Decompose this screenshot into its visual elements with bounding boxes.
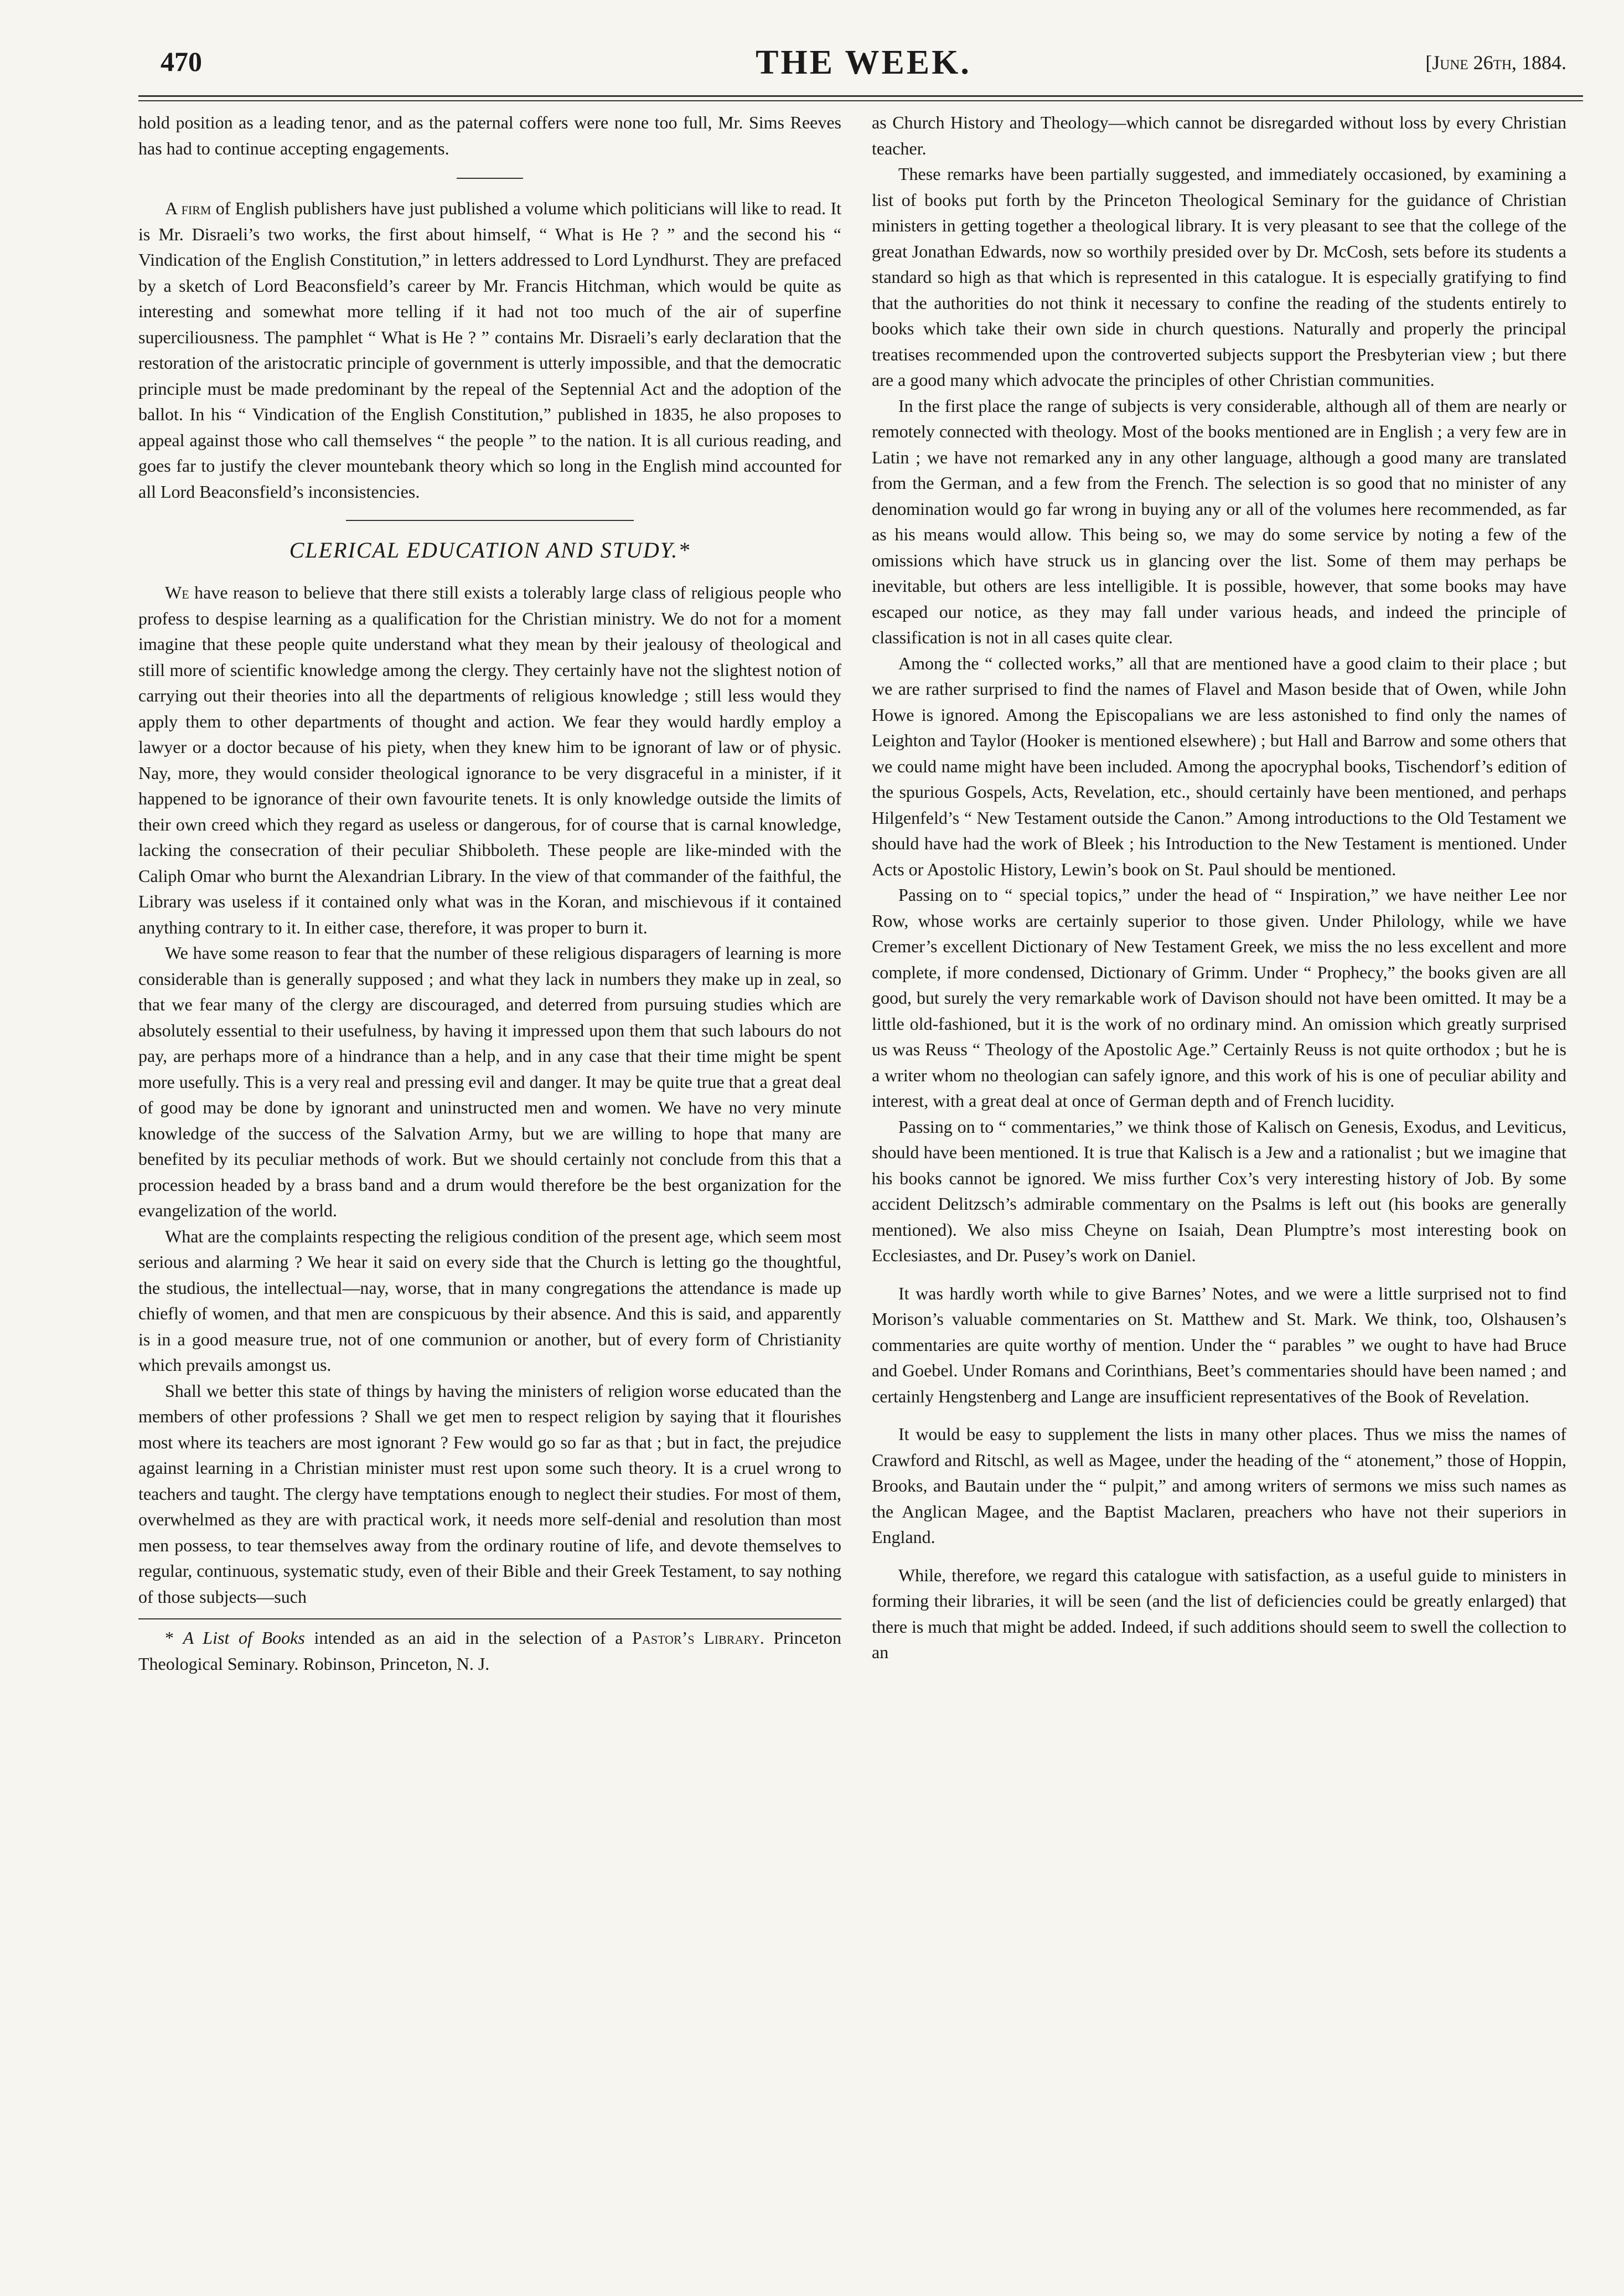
paragraph: hold position as a leading tenor, and as the paternal coffers were none too full, Mr. Sims Reeves has had to continue accepting engagements. xyxy=(138,112,841,158)
paragraph: Shall we better this state of things by having the ministers of religion worse educated than the members of other professions ? Shall we get men to respect religion by saying that it flourishes most where its teachers are most ignorant ? Few would go so far as that ; but in fact, the prejudice against learning in a Christian minister must rest upon some such theory. It is a cruel wrong to teachers and taught. The clergy have temptations enough to neglect their studies. For most of them, overwhelmed as they are with practical work, it needs more self-denial and resolution than most men possess, to tear themselves away from the ordinary routine of life, and devote themselves to regular, continuous, systematic study, even of their Bible and their Greek Testament, to say nothing of those subjects—such xyxy=(138,1380,841,1607)
paragraph xyxy=(138,580,841,940)
paragraph: Passing on to “ special topics,” under the head of “ Inspiration,” we have neither Lee nor Row, whose works are certainly superior to those given. Under Philology, while we have Cremer’s excellent Dictionary of New Testament Greek, we miss the no less excellent and more complete, if more condensed, Dictionary of Grimm. Under “ Prophecy,” the books given are all good, but surely the very remarkable work of Davison should not have been omitted. It may be a little old-fashioned, but it is the work of no ordinary mind. An omission which greatly surprised us was Reuss “ Theology of the Apostolic Age.” Certainly Reuss is not quite orthodox ; but he is a writer whom no theologian can safely ignore, and this work of his is one of peculiar ability and interest, with a great deal at once of German depth and of French lucidity. xyxy=(872,885,1566,1111)
footnote xyxy=(138,1625,841,1676)
footnote-text: Princeton Theological Seminary. Robinson, Princeton, N. J. xyxy=(138,1628,842,1674)
article-title: CLERICAL EDUCATION AND STUDY.* xyxy=(289,538,691,563)
section-divider xyxy=(457,178,523,179)
footnote-title: A List of Books xyxy=(183,1628,305,1648)
paragraph-text: have reason to believe that there still exists a tolerably large class of religious people who profess to despise learning as a qualification for the Christian ministry. We do not for a moment imagine that these people quite understand what they mean by their jealousy of theological and still more of scientific knowledge among the clergy. They certainly have not the slightest notion of carrying out their theories into all the departments of religious knowledge ; still less would they apply them to other departments of thought and action. We fear they would hardly employ a lawyer or a doctor because of his piety, when they knew him to be ignorant of law or of physic. Nay, more, they would consider theological ignorance to be very disgraceful in a minister, if it happened to be ignorance of their own favourite tenets. It is only knowledge outside the limits of their own creed which they regard as useless or dangerous, for of course that is carnal knowledge, lacking the consecration of their peculiar Shibboleth. These people are like-minded with the Caliph Omar who burnt the Alexandrian Library. In the view of that commander of the faithful, the Library was useless if it contained only what was in the Koran, and mischievous if it contained anything contrary to it. In either case, therefore, it was proper to burn it. xyxy=(138,582,841,937)
footnote-text: intended as an aid in the selection of a xyxy=(304,1628,633,1648)
paragraph: It would be easy to supplement the lists in many other places. Thus we miss the names of Crawford and Ritschl, as well as Magee, under the heading of the “ atonement,” those of Hoppin, Brooks, and Bautain under the “ pulpit,” and among writers of sermons we miss such names as the Anglican Magee, and the Baptist Maclaren, preachers who have not their superiors in England. xyxy=(872,1424,1566,1547)
footnote-mark: * xyxy=(165,1628,183,1648)
left-column xyxy=(138,110,841,1676)
paragraph-text: of English publishers have just published a volume which politicians will like to read. It is Mr. Disraeli’s two works, the first about himself, “ What is He ? ” and the second his “ Vindication of the English Constitution,” in letters addressed to Lord Lyndhurst. They are prefaced by a sketch of Lord Beaconsfield’s career by Mr. Francis Hitchman, which would be quite as interesting and somewhat more telling if it had not too much of the air of superfine superciliousness. The pamphlet “ What is He ? ” contains Mr. Disraeli’s early declaration that the restoration of the aristocratic principle of government is utterly impossible, and that the democratic principle must be made predominant by the repeal of the Septennial Act and the adoption of the ballot. In his “ Vindication of the English Constitution,” published in 1835, he also proposes to appeal against those who call themselves “ the people ” to the nation. It is all curious reading, and goes far to justify the clever mountebank theory which so long in the English mind accounted for all Lord Beaconsfield’s inconsistencies. xyxy=(138,198,842,502)
paragraph: Passing on to “ commentaries,” we think those of Kalisch on Genesis, Exodus, and Leviticus, should have been mentioned. It is true that Kalisch is a Jew and a rationalist ; but we imagine that his books cannot be ignored. We miss further Cox’s very interesting history of Job. By some accident Delitzsch’s admirable commentary on the Psalms is left out (his books are generally mentioned). We also miss Cheyne on Isaiah, Dean Plumptre’s most interesting book on Ecclesiastes, and Dr. Pusey’s work on Daniel. xyxy=(872,1116,1566,1265)
paragraph xyxy=(138,195,841,504)
footnote-rule xyxy=(138,1618,841,1619)
page-number: 470 xyxy=(161,46,202,77)
paragraph: It was hardly worth while to give Barnes’ Notes, and we were a little surprised not to find Morison’s valuable commentaries on St. Matthew and St. Mark. We think, too, Olshausen’s commentaries are quite worthy of mention. Under the “ parables ” we ought to have had Bruce and Goebel. Under Romans and Corinthians, Beet’s commentaries should have been named ; and certainly Hengstenberg and Lange are insufficient representatives of the Book of Revelation. xyxy=(872,1283,1566,1406)
paragraph: We have some reason to fear that the number of these religious disparagers of learning is more considerable than is generally supposed ; and what they lack in numbers they make up in zeal, so that we fear many of the clergy are discouraged, and deterred from pursuing studies which are absolutely essential to their usefulness, by having it impressed upon them that such labours do not pay, are perhaps more of a hindrance than a help, and in any case that their time might be spent more usefully. This is a very real and pressing evil and danger. It may be quite true that a great deal of good may be done by ignorant and uninstructed men and women. We have no very minute knowledge of the success of the Salvation Army, but we are willing to hope that many are benefited by its peculiar methods of work. But we should certainly not conclude from this that a procession headed by a brass band and a drum would therefore be the best organization for the evangelization of the world. xyxy=(138,943,841,1220)
paragraph: In the first place the range of subjects is very considerable, although all of them are nearly or remotely connected with theology. Most of the books mentioned are in English ; a very few are in Latin ; we have not remarked any in any other language, although a good many are translated from the German, and a few from the French. The selection is so good that no minister of any denomination would go far wrong in buying any or all of the volumes here recommended, as far as his means would allow. This being so, we may do some service by noting a few of the omissions which have struck us in glancing over the list. Some of them may perhaps be inevitable, but others are less intelligible. It is possible, however, that some books may have escaped our notice, as they may fall under various heads, and indeed the principle of classification is not in all cases quite clear. xyxy=(872,395,1566,647)
header-double-rule xyxy=(138,95,1583,101)
paragraph: These remarks have been partially suggested, and immediately occasioned, by examining a list of books put forth by the Princeton Theological Seminary for the guidance of Christian ministers in getting together a theological library. It is very pleasant to see that the college of the great Jonathan Edwards, now so worthily presided over by Dr. McCosh, sets before its students a standard so high as that which is represented in this catalogue. It is especially gratifying to find that the authorities do not think it necessary to confine the reading of the students entirely to books which take their own side in church questions. Naturally and properly the principal treatises recommended upon the controverted subjects support the Presbyterian view ; but there are a good many which advocate the principles of other Christian communities. xyxy=(872,164,1566,390)
paragraph: as Church History and Theology—which cannot be disregarded without loss by every Christian teacher. xyxy=(872,112,1566,158)
page-header xyxy=(161,43,1566,87)
dateline: [June 26th, 1884. xyxy=(1425,51,1566,74)
lead-words: We xyxy=(165,582,189,602)
lead-words: A firm xyxy=(165,198,211,218)
section-divider xyxy=(346,520,634,521)
paragraph: While, therefore, we regard this catalogue with satisfaction, as a useful guide to ministers in forming their libraries, it will be seen (and the list of deficiencies could be greatly enlarged) that there is much that might be added. Indeed, if such additions should seem to swell the collection to an xyxy=(872,1565,1566,1662)
footnote-library: Pastor’s Library. xyxy=(632,1628,764,1648)
paragraph: What are the complaints respecting the religious condition of the present age, which seem most serious and alarming ? We hear it said on every side that the Church is letting go the thoughtful, the studious, the intellectual—nay, worse, that in many congregations the attendance is made up chiefly of women, and that men are conspicuous by their absence. And this is said, and apparently is in a good measure true, not of one communion or another, but of every form of Christianity which prevails amongst us. xyxy=(138,1226,841,1375)
paragraph: Among the “ collected works,” all that are mentioned have a good claim to their place ; but we are rather surprised to find the names of Flavel and Mason beside that of Owen, while John Howe is ignored. Among the Episcopalians we are less astonished to find only the names of Leighton and Taylor (Hooker is mentioned elsewhere) ; but Hall and Barrow and some others that we could name might have been included. Among the apocryphal books, Tischendorf’s edition of the spurious Gospels, Acts, Revelation, etc., should certainly have been mentioned, and perhaps Hilgenfeld’s “ New Testament outside the Canon.” Among introductions to the Old Testament we should have had the work of Bleek ; his Introduction to the New Testament is mentioned. Under Acts or Apostolic History, Lewin’s book on St. Paul should be mentioned. xyxy=(872,653,1566,879)
masthead: THE WEEK. xyxy=(756,44,971,81)
right-column xyxy=(872,110,1566,1665)
